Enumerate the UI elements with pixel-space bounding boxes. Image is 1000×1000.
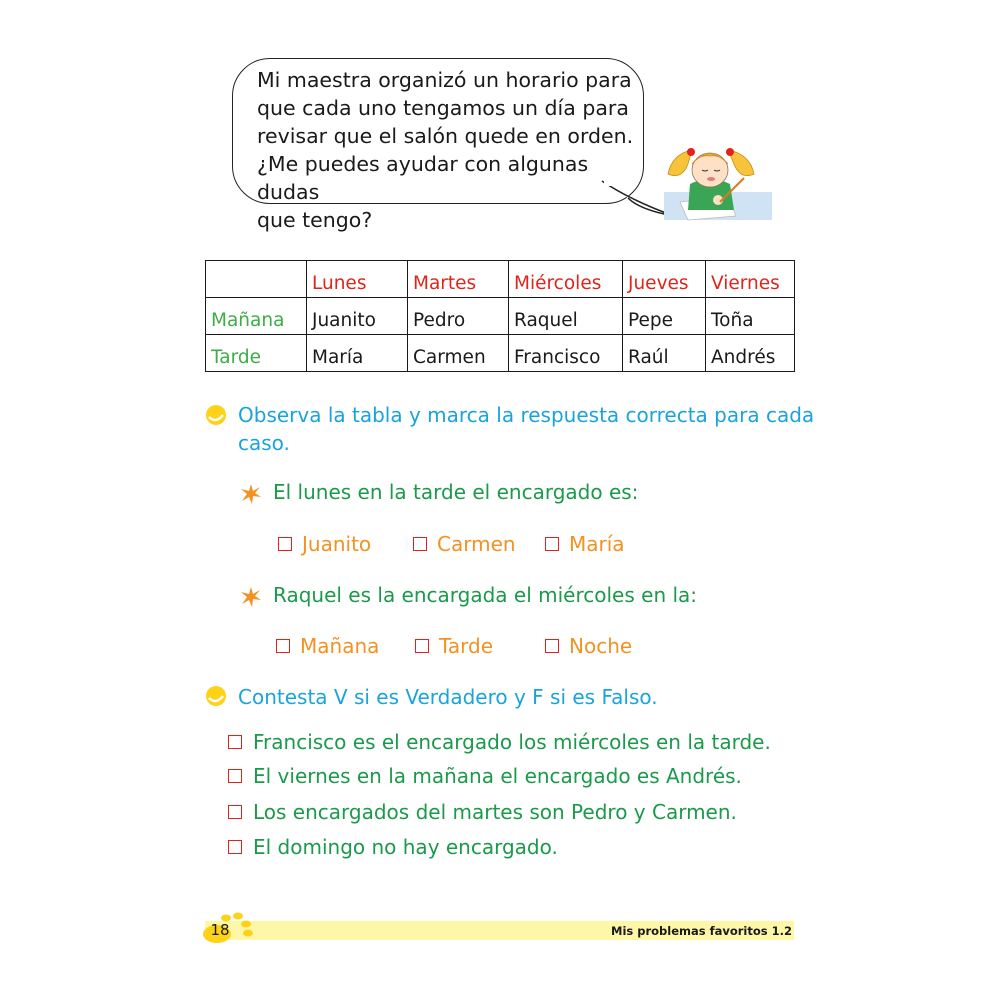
table-corner-cell (206, 261, 307, 298)
checkbox[interactable] (228, 840, 242, 854)
page-number: 18 (210, 921, 230, 939)
day-header: Jueves (623, 261, 706, 298)
table-cell: Raquel (509, 298, 623, 335)
statement-text: El viernes en la mañana el encargado es Andrés. (253, 764, 742, 788)
schedule-table (205, 260, 795, 372)
orange-splat-icon (240, 586, 262, 608)
statement-1[interactable] (228, 730, 771, 754)
statement-2[interactable] (228, 764, 742, 788)
yellow-circle-bullet-icon (205, 404, 227, 426)
instruction-line: Observa la tabla y marca la respuesta correcta para cada (238, 403, 815, 427)
yellow-circle-bullet-icon (205, 685, 227, 707)
table-cell: Raúl (623, 335, 706, 372)
table-cell: Carmen (408, 335, 509, 372)
time-label: Mañana (206, 298, 307, 335)
checkbox[interactable] (228, 769, 242, 783)
instruction-line: caso. (238, 431, 290, 455)
option-manana[interactable] (276, 634, 379, 658)
statement-3[interactable] (228, 800, 737, 824)
option-label: Noche (569, 634, 633, 658)
option-carmen[interactable] (413, 532, 516, 556)
option-label: Juanito (302, 532, 372, 556)
option-noche[interactable] (545, 634, 632, 658)
speech-line: Mi maestra organizó un horario para (257, 68, 632, 92)
section2-instruction: Contesta V si es Verdadero y F si es Falso. (238, 685, 658, 709)
table-cell: Juanito (307, 298, 408, 335)
table-cell: Pedro (408, 298, 509, 335)
table-cell: María (307, 335, 408, 372)
table-row (206, 335, 795, 372)
table-cell: Francisco (509, 335, 623, 372)
speech-line: revisar que el salón quede en orden. (257, 124, 634, 148)
checkbox[interactable] (545, 537, 559, 551)
speech-bubble-text (257, 66, 637, 234)
option-label: Carmen (437, 532, 516, 556)
orange-splat-icon (240, 483, 262, 505)
statement-text: Francisco es el encargado los miércoles en la tarde. (253, 730, 771, 754)
option-label: Mañana (300, 634, 380, 658)
option-tarde[interactable] (415, 634, 493, 658)
girl-writing-illustration (662, 140, 774, 222)
checkbox[interactable] (228, 805, 242, 819)
speech-line: ¿Me puedes ayudar con algunas dudas (257, 152, 589, 204)
statement-text: Los encargados del martes son Pedro y Carmen. (253, 800, 737, 824)
checkbox[interactable] (415, 639, 429, 653)
checkbox[interactable] (276, 639, 290, 653)
question-2: Raquel es la encargada el miércoles en la: (273, 583, 698, 607)
section1-instruction (238, 401, 814, 457)
option-label: Tarde (439, 634, 494, 658)
checkbox[interactable] (545, 639, 559, 653)
day-header: Martes (408, 261, 509, 298)
option-juanito[interactable] (278, 532, 371, 556)
checkbox[interactable] (413, 537, 427, 551)
table-cell: Andrés (706, 335, 795, 372)
checkbox[interactable] (278, 537, 292, 551)
day-header: Miércoles (509, 261, 623, 298)
day-header: Viernes (706, 261, 795, 298)
book-title: Mis problemas favoritos 1.2 (611, 924, 792, 938)
table-header-row (206, 261, 795, 298)
time-label: Tarde (206, 335, 307, 372)
table-row (206, 298, 795, 335)
checkbox[interactable] (228, 735, 242, 749)
table-cell: Toña (706, 298, 795, 335)
option-maria[interactable] (545, 532, 625, 556)
speech-line: que cada uno tengamos un día para (257, 96, 629, 120)
question-1: El lunes en la tarde el encargado es: (273, 480, 639, 504)
statement-4[interactable] (228, 835, 558, 859)
speech-line: que tengo? (257, 208, 373, 232)
statement-text: El domingo no hay encargado. (253, 835, 558, 859)
table-cell: Pepe (623, 298, 706, 335)
option-label: María (569, 532, 625, 556)
day-header: Lunes (307, 261, 408, 298)
